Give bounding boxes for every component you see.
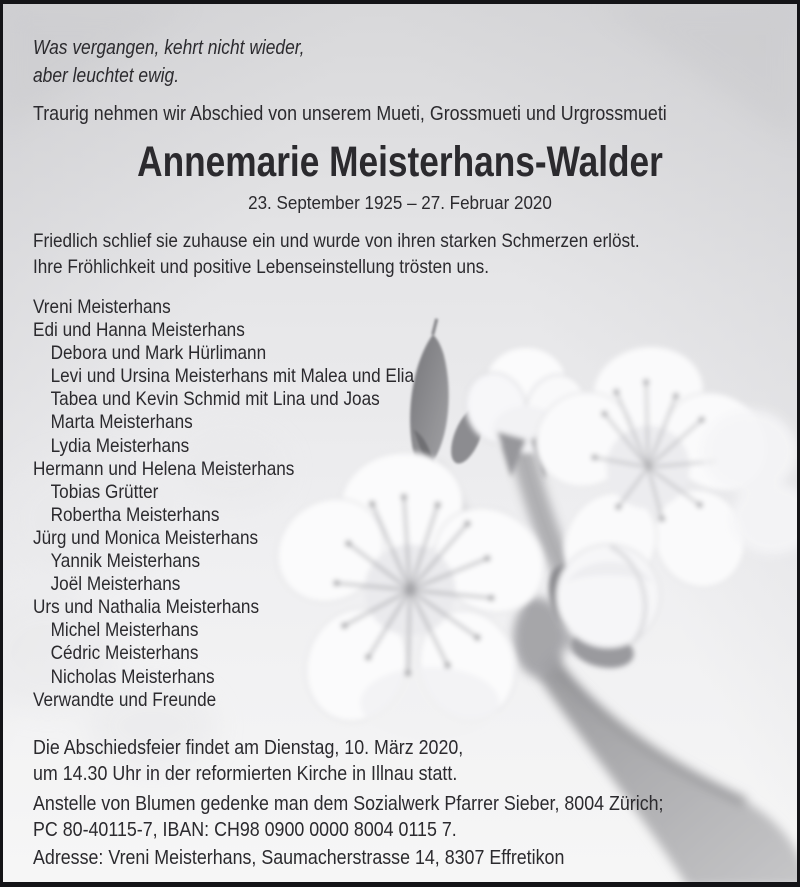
donation-line1: Anstelle von Blumen gedenke man dem Sozialwerk Pfarrer Sieber, 8004 Zürich; [33, 792, 664, 815]
mourner-name: Tobias Grütter [50, 480, 159, 503]
donation-info [33, 791, 664, 843]
intro-line: Traurig nehmen wir Abschied von unserem Mueti, Grossmueti und Urgrossmueti [33, 102, 667, 125]
epigraph-line1: Was vergangen, kehrt nicht wieder, [33, 37, 305, 59]
mourner-name: Marta Meisterhans [50, 411, 193, 434]
life-dates: 23. September 1925 – 27. Februar 2020 [248, 192, 552, 213]
mourner-name: Urs und Nathalia Meisterhans [33, 596, 260, 619]
mourners-list [33, 296, 414, 712]
epigraph-line2: aber leuchtet ewig. [33, 65, 180, 87]
mourner-name: Cédric Meisterhans [50, 642, 199, 665]
mourner-name: Robertha Meisterhans [50, 503, 220, 526]
mourner-name: Levi und Ursina Meisterhans mit Malea und Elia [50, 365, 414, 388]
donation-line2: PC 80-40115-7, IBAN: CH98 0900 0000 8004 0115 7. [33, 818, 457, 841]
mourner-name: Michel Meisterhans [50, 619, 199, 642]
mourner-name: Joël Meisterhans [50, 573, 181, 596]
mourner-name: Vreni Meisterhans [33, 296, 171, 318]
mourner-name: Jürg und Monica Meisterhans [33, 526, 259, 549]
mourner-name: Yannik Meisterhans [50, 550, 201, 573]
funeral-line1: Die Abschiedsfeier findet am Dienstag, 10. März 2020, [33, 736, 464, 759]
mourner-name: Nicholas Meisterhans [50, 665, 215, 688]
mourner-name: Edi und Hanna Meisterhans [33, 319, 245, 342]
mourner-name: Verwandte und Freunde [33, 688, 217, 711]
epigraph [33, 34, 304, 90]
mourner-name: Tabea und Kevin Schmid mit Lina und Joas [50, 388, 380, 411]
funeral-line2: um 14.30 Uhr in der reformierten Kirche in Illnau statt. [33, 761, 458, 785]
obituary-line2: Ihre Fröhlichkeit und positive Lebenseinstellung trösten uns. [33, 255, 489, 278]
title-block [74, 138, 725, 187]
contact-address: Adresse: Vreni Meisterhans, Saumacherstrasse 14, 8307 Effretikon [33, 846, 565, 869]
mourner-name: Lydia Meisterhans [50, 434, 190, 457]
dates-block [35, 192, 765, 214]
mourner-name: Debora und Mark Hürlimann [50, 342, 267, 365]
deceased-name: Annemarie Meisterhans-Walder [137, 138, 663, 186]
obituary-text [33, 229, 640, 280]
mourner-name: Hermann und Helena Meisterhans [33, 457, 295, 480]
funeral-info [33, 735, 463, 786]
obituary-line1: Friedlich schlief sie zuhause ein und wurde von ihren starken Schmerzen erlöst. [33, 230, 640, 252]
